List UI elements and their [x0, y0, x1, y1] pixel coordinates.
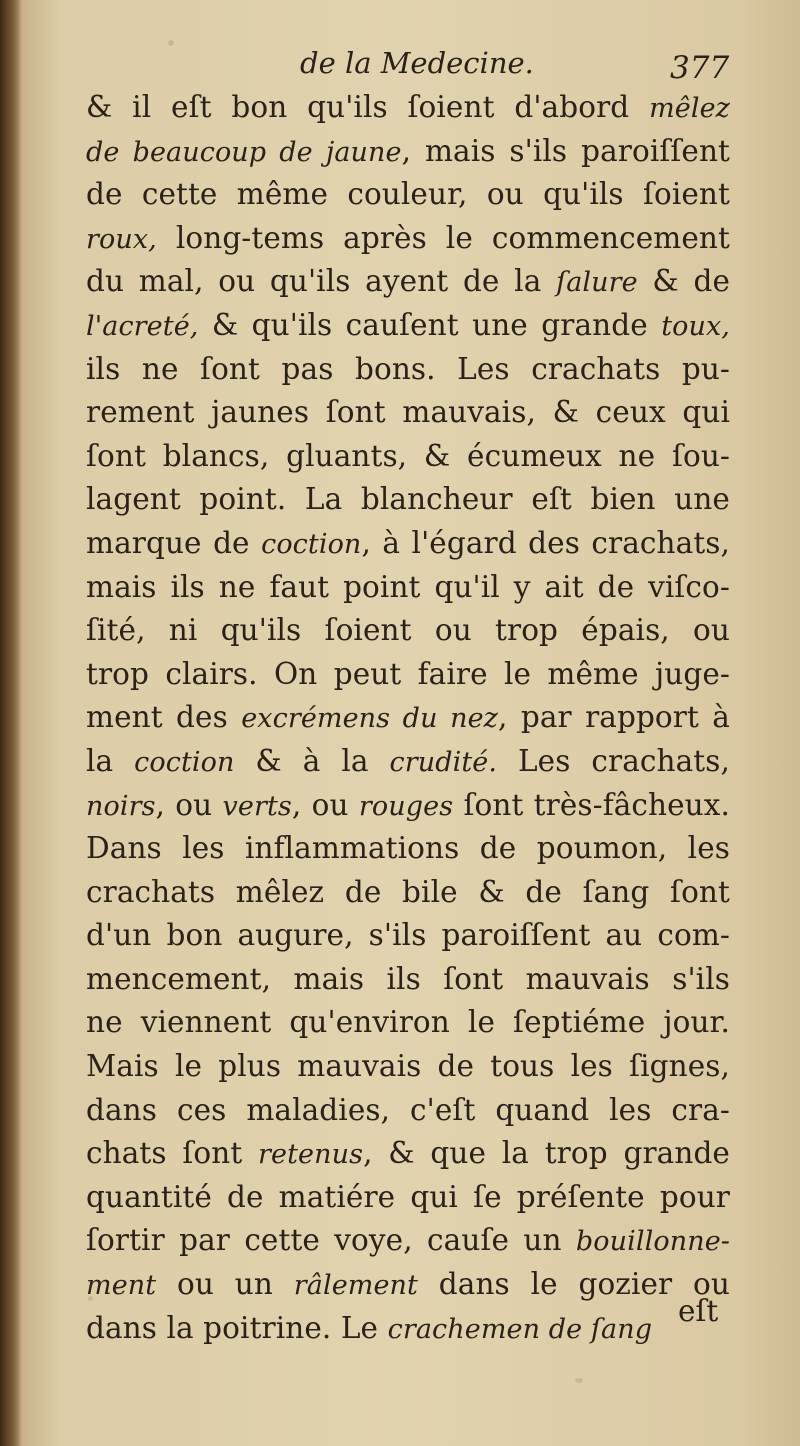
text-segment: , ou [291, 787, 359, 822]
italic-text: ſalure [556, 267, 638, 299]
italic-text: coction [261, 528, 362, 560]
text-line [86, 566, 730, 610]
text-segment: ſont très-fâcheux. [453, 787, 730, 822]
text-line [86, 348, 730, 392]
text-segment: long-tems après le commencement [156, 220, 730, 255]
text-segment: du mal, ou qu'ils ayent de la [86, 264, 557, 299]
text-line [86, 653, 730, 697]
text-line [86, 914, 730, 958]
text-segment: marque de [86, 525, 262, 560]
text-segment: & qu'ils cauſent une grande [198, 307, 662, 342]
body-text [86, 86, 730, 1350]
text-segment: Les crachats, [497, 743, 730, 778]
text-segment: , mais s'ils paroiſſent [401, 133, 731, 168]
text-segment: de cette même couleur, ou qu'ils ſoient [86, 177, 730, 212]
text-line [86, 304, 730, 348]
text-segment: mais ils ne faut point qu'il y ait de viſco- [86, 569, 730, 604]
text-line [86, 435, 730, 479]
italic-text: coction [134, 746, 235, 778]
binding-gutter [0, 0, 22, 1446]
italic-text: ment [86, 1270, 157, 1302]
italic-text: noirs [86, 790, 156, 822]
italic-text: crachemen de ſang [387, 1313, 653, 1345]
text-line [86, 1176, 730, 1220]
italic-text: crudité. [389, 746, 498, 778]
text-segment: rement jaunes ſont mauvais, & ceux qui [86, 395, 730, 430]
text-line [86, 784, 730, 828]
text-segment: ne viennent qu'environ le ſeptiéme jour. [86, 1005, 730, 1040]
text-line [86, 1307, 730, 1351]
italic-text: rouges [358, 790, 454, 822]
text-segment: & il eſt bon qu'ils ſoient d'abord [86, 90, 650, 124]
text-line [86, 86, 730, 130]
text-segment: mencement, mais ils ſont mauvais s'ils [86, 961, 730, 996]
italic-text: l'acreté, [86, 310, 199, 342]
running-title: de la Medecine. [300, 46, 534, 80]
text-segment: ſont blancs, gluants, & écumeux ne ſou- [86, 438, 730, 473]
text-line [86, 1263, 730, 1307]
text-segment: chats ſont [86, 1136, 259, 1171]
text-line [86, 1219, 730, 1263]
text-line [86, 260, 730, 304]
text-segment: & de [637, 264, 731, 299]
italic-text: toux, [661, 310, 730, 342]
text-segment: dans ces maladies, c'eſt quand les cra- [86, 1092, 730, 1127]
running-head [0, 46, 800, 86]
text-line [86, 1089, 730, 1133]
text-segment: la [86, 743, 135, 778]
page-number: 377 [670, 50, 730, 86]
italic-text: excrémens du nez [241, 703, 499, 735]
text-line [86, 609, 730, 653]
text-line [86, 871, 730, 915]
text-line [86, 478, 730, 522]
text-segment: , par rapport à [498, 700, 730, 735]
text-segment: ment des [86, 700, 242, 735]
text-line [86, 1045, 730, 1089]
italic-text: mêlez [649, 93, 730, 124]
text-segment: Mais le plus mauvais de tous les ſignes, [86, 1049, 730, 1084]
text-segment: lagent point. La blancheur eſt bien une [86, 482, 730, 517]
text-segment: , à l'égard des crachats, [361, 525, 731, 560]
text-line [86, 958, 730, 1002]
text-line [86, 217, 730, 261]
text-segment: & à la [234, 743, 390, 778]
text-line [86, 1001, 730, 1045]
italic-text: retenus [258, 1139, 364, 1171]
text-segment: crachats mêlez de bile & de ſang ſont [86, 874, 730, 909]
text-line [86, 1132, 730, 1176]
text-line [86, 391, 730, 435]
text-line [86, 827, 730, 871]
text-segment: , ou [155, 787, 223, 822]
text-segment: ſortir par cette voye, cauſe un [86, 1223, 576, 1258]
text-line [86, 740, 730, 784]
italic-text: bouillonne- [575, 1226, 730, 1258]
text-segment: , & que la trop grande [363, 1136, 730, 1171]
italic-text: roux, [86, 223, 157, 255]
text-line [86, 130, 730, 174]
text-segment: ſité, ni qu'ils ſoient ou trop épais, ou [86, 613, 730, 648]
catchword: eſt [678, 1294, 719, 1328]
italic-text: râlement [293, 1270, 418, 1302]
italic-text: verts [222, 790, 292, 822]
text-line [86, 696, 730, 740]
text-segment: d'un bon augure, s'ils paroiſſent au com- [86, 918, 730, 953]
text-segment: dans la poitrine. Le [86, 1310, 388, 1345]
text-segment: dans le gozier ou [418, 1267, 730, 1302]
text-segment: ou un [156, 1267, 294, 1302]
text-segment: ils ne ſont pas bons. Les crachats pu- [86, 351, 730, 386]
paper-stain [575, 1378, 583, 1383]
text-line [86, 522, 730, 566]
text-segment: Dans les inflammations de poumon, les [86, 831, 730, 866]
text-segment: quantité de matiére qui ſe préſente pour [86, 1179, 730, 1214]
text-line [86, 173, 730, 217]
text-segment: trop clairs. On peut faire le même juge- [86, 656, 730, 691]
italic-text: de beaucoup de jaune [86, 136, 402, 168]
